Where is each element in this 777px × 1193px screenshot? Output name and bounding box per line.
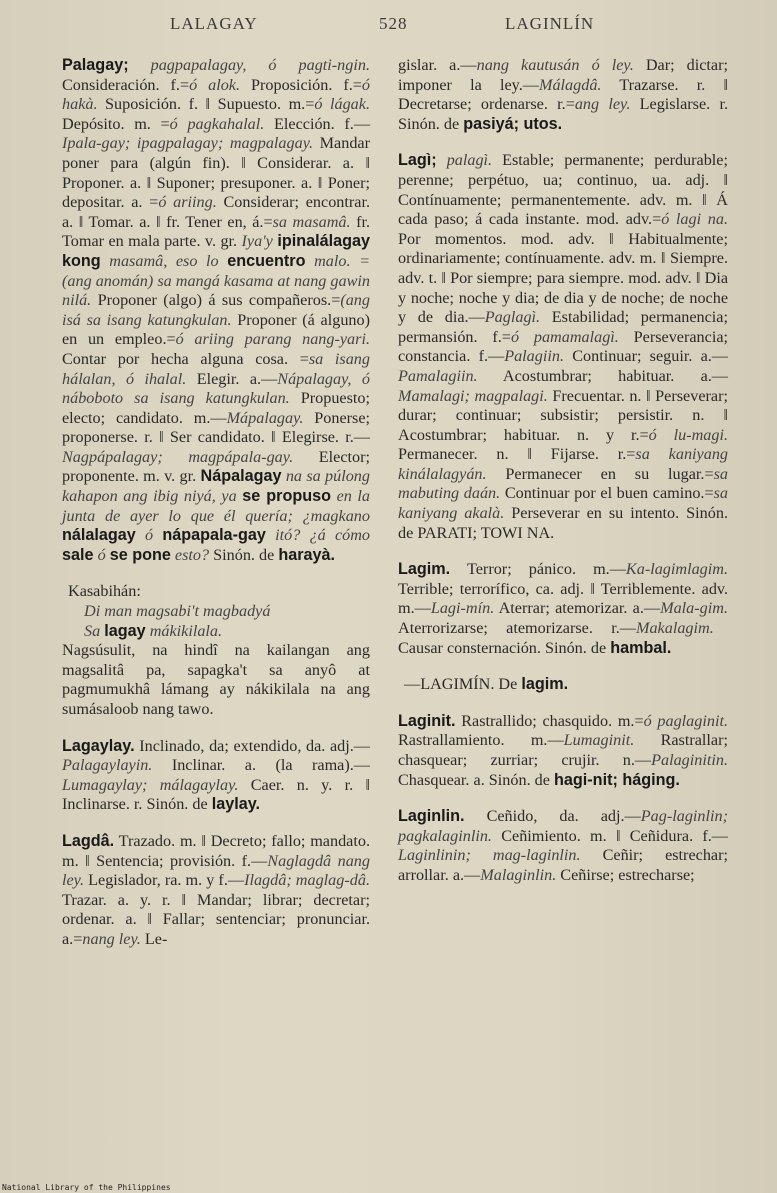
- definition: Ponerse; proponerse. r. ‖ Ser candidato. ‖ Elegirse. r.—: [62, 408, 371, 447]
- example: Pamalagiin.: [398, 366, 478, 385]
- example: ó alok.: [189, 75, 241, 94]
- verse-line-1: Di man magsabi't magbadyá: [84, 602, 271, 621]
- example: na sa púlong kahapon ang ibig niyá, ya: [62, 467, 370, 506]
- example: sa masamâ.: [272, 212, 351, 231]
- proverb-explanation: Nagsúsulit, na hindî na kailangan ang magsalitâ pa, sapagka't sa anyô at pagmumukhâ lámang ay nákikilala na ang sumásaloob nang tawo.: [62, 641, 370, 718]
- definition: fr. Tomar en mala parte. v. gr.: [62, 212, 371, 251]
- definition: Terror; pánico. m.—: [450, 560, 626, 579]
- proverb-block: [62, 582, 370, 719]
- definition: Le-: [140, 929, 168, 948]
- variant: palagì.: [446, 151, 493, 170]
- definition: Depósito. m. =: [62, 114, 170, 133]
- synonym: pasiyá; utos.: [463, 114, 563, 133]
- example: ó pagkahalal.: [169, 114, 265, 133]
- proverb-verse: [62, 602, 370, 641]
- definition: Continuar por el buen camino.=: [500, 484, 714, 503]
- example: ó paglaginit.: [643, 711, 728, 730]
- definition: Proposición. f.=: [240, 75, 362, 94]
- verse-text: mákikilala.: [145, 621, 223, 640]
- example: nang ley.: [82, 929, 141, 948]
- variant: pagpapalagay, ó pagti-ngin.: [150, 56, 370, 74]
- definition: Chasquear. a. Sinón. de: [398, 770, 555, 789]
- example: malo. =(ang anomán) sa mangá kasama at nang gawin nilá.: [62, 251, 371, 310]
- definition: Rastrallar; chasquear; zurriar; crujir. n.—: [398, 731, 728, 769]
- entry-laginit: [398, 712, 728, 790]
- headword: Lagaylay.: [62, 736, 135, 755]
- entry-lagim: [398, 560, 728, 658]
- example: esto?: [174, 545, 210, 564]
- example: masamâ, eso lo: [109, 251, 219, 270]
- definition: Aterrar; atemorizar. a.—: [494, 599, 661, 618]
- example: Nagpápalagay; magpápala-gay.: [62, 447, 294, 466]
- definition: Elegir. a.—: [186, 369, 278, 388]
- example: Iya'y: [241, 232, 273, 251]
- right-column: [398, 56, 728, 903]
- example: Pag-laginlin; pagkalaginlin.: [398, 807, 728, 845]
- example: Laginlinin; mag-laginlin.: [398, 846, 581, 865]
- verse-keyword: lagay: [104, 621, 146, 640]
- definition: Trazado. m. ‖ Decreto; fallo; mandato. m. ‖ Sentencia; provisión. f.—: [62, 831, 370, 870]
- definition: Frecuentar. n. ‖ Perseverar; durar; continuar; subsistir; persistir. n. ‖ Acostumbrar; habituar. n. y r.=: [398, 386, 728, 444]
- synonym: laylay.: [211, 795, 261, 814]
- header-left-guide-word: LALAGAY: [170, 14, 258, 33]
- example: Lumaginit.: [563, 731, 635, 750]
- definition: Proponer (algo) á sus compañeros.=: [91, 291, 341, 310]
- example: Mala-gim.: [660, 599, 728, 618]
- definition: Permanecer. n. ‖ Fijarse. r.=: [398, 445, 636, 464]
- example: ang ley.: [574, 95, 631, 114]
- definition: Perseverancia; constancia. f.—: [398, 327, 729, 366]
- definition: Rastrallido; chasquido. m.=: [455, 711, 644, 730]
- definition: Estabilidad; permanencia; permansión. f.=: [398, 308, 728, 346]
- example: Ka-lagimlagim.: [625, 560, 728, 579]
- definition: Caer. n. y. r. ‖ Inclinarse. r. Sinón. de: [62, 775, 370, 814]
- example: ó lágak.: [314, 95, 370, 114]
- entry-lagimin: [398, 675, 728, 695]
- headword: Laginit.: [398, 711, 456, 730]
- definition: Consideración. f.=: [62, 75, 190, 94]
- definition: Proponer (á alguno) en un empleo.=: [62, 310, 370, 349]
- definition: Aterrorizarse; atemorizarse. r.—: [398, 619, 636, 638]
- example: Makalagim.: [635, 619, 714, 638]
- example: Malaginlin.: [480, 865, 557, 884]
- running-header: [0, 10, 777, 40]
- definition: Ceñido, da. adj.—: [464, 807, 641, 826]
- example: ó: [145, 526, 154, 545]
- definition: Elección. f.—: [264, 114, 371, 133]
- definition: Dar; dictar; imponer la ley.—: [398, 56, 728, 94]
- synonym: harayà.: [278, 545, 336, 564]
- definition: Trazar. a. y. r. ‖ Mandar; librar; decretar; ordenar. a. ‖ Fallar; sentenciar; pronunciar. a.=: [62, 890, 370, 948]
- bold-phrase: sale: [62, 545, 94, 564]
- bold-phrase: se propuso: [242, 487, 332, 506]
- verse-line-2: [62, 622, 370, 642]
- sub-headword: —LAGIMÍN.: [404, 675, 495, 694]
- example: en la junta de ayer lo que él quería; ¿magkano: [62, 487, 371, 525]
- example: Palagiin.: [504, 347, 565, 366]
- cross-reference: lagim.: [521, 675, 569, 694]
- definition: Inclinado, da; extendido, da. adj.—: [134, 736, 370, 755]
- example: ó pamamalagì.: [510, 327, 619, 346]
- example: Málagdâ.: [538, 75, 602, 94]
- example: Mamalagi; magpalagi.: [398, 386, 548, 405]
- example: Mápalagay.: [226, 408, 304, 427]
- definition: De: [494, 675, 522, 694]
- example: nang kautusán ó ley.: [476, 56, 634, 74]
- entry-lagda-continued: [398, 56, 728, 134]
- example: Nápalagay, ó náboboto sa isang katungkulan.: [62, 369, 370, 408]
- left-column: [62, 56, 370, 967]
- example: Ipala-gay; ipagpalagay; magpalagay.: [62, 134, 314, 153]
- definition: Propuesto; electo; candidato. m.—: [62, 389, 370, 427]
- headword: Lagim.: [398, 560, 451, 579]
- bold-phrase: nápapala-gay: [162, 526, 266, 545]
- example: sa kaniyang akalà.: [398, 484, 728, 523]
- example: sa mabuting daán.: [398, 464, 728, 503]
- example: (ang isá sa isang katungkulan.: [62, 291, 370, 329]
- definition: Perseverar en su intento. Sinón. de: [398, 504, 728, 542]
- synonym: PARATI; TOWI NA.: [417, 523, 555, 542]
- example: ó lu-magi.: [648, 425, 729, 444]
- verse-text: Sa: [84, 621, 105, 640]
- definition: Trazarse. r. ‖ Decretarse; ordenarse. r.=: [398, 75, 729, 114]
- definition: Contar por hecha alguna cosa. =: [62, 349, 309, 368]
- definition: Acostumbrar; habituar. a.—: [477, 366, 728, 385]
- definition: Permanecer en su lugar.=: [486, 464, 714, 483]
- definition: Rastrallamiento. m.—: [398, 731, 564, 750]
- definition: Ceñir; estrechar; arrollar. a.—: [398, 846, 728, 884]
- bold-phrase: ipinalálagay kong: [62, 232, 370, 270]
- definition: Legislador, ra. m. y f.—: [84, 871, 245, 890]
- example: ó lagi na.: [661, 210, 728, 229]
- example: Naglagdâ nang ley.: [62, 851, 370, 890]
- example: itó? ¿á cómo: [275, 526, 371, 545]
- definition: Terrible; terrorífico, ca. adj. ‖ Terriblemente. adv. m.—: [398, 579, 728, 618]
- definition: Estable; permanente; perdurable; perenne; perpétuo, ua; continuo, ua. adj. ‖ Contínuamente; permanentemente. adv. m. ‖ Á cada paso; á cada instante. mod. adv.=: [398, 151, 728, 229]
- page-number: 528: [379, 14, 408, 33]
- headword: Lagì;: [398, 151, 437, 170]
- definition: Legislarse. r. Sinón. de: [398, 95, 728, 133]
- definition: Considerar; encontrar. a. ‖ Tomar. a. ‖ fr. Tener en, á.=: [62, 193, 371, 231]
- example: sa isang hálalan, ó ihalal.: [62, 349, 370, 388]
- definition: Causar consternación. Sinón. de: [398, 638, 611, 657]
- definition: Mandar poner para (algún fin). ‖ Considerar. a. ‖ Proponer. a. ‖ Suponer; presuponer. a. ‖ Poner; depositar. a. =: [62, 134, 370, 212]
- example: Palagaylayin.: [62, 756, 153, 775]
- entry-lagda: [62, 832, 370, 950]
- definition: Inclinar. a. (la rama).—: [152, 756, 370, 775]
- bold-phrase: se pone: [109, 545, 171, 564]
- example: sa kaniyang kinálalagyán.: [398, 445, 729, 483]
- definition: Ceñimiento. m. ‖ Ceñidura. f.—: [491, 826, 728, 845]
- example: Lumagaylay; málagaylay.: [62, 775, 239, 794]
- synonym: hagi-nit; háging.: [554, 770, 680, 789]
- entry-lagi: [398, 151, 728, 543]
- entry-lagaylay: [62, 737, 370, 815]
- example: Lagi-mín.: [430, 599, 495, 618]
- example: Paglagì.: [484, 308, 541, 327]
- example: Palaginitin.: [651, 751, 728, 769]
- bold-phrase: encuentro: [227, 251, 306, 270]
- definition: Continuar; seguir. a.—: [564, 347, 728, 366]
- definition: Suposición. f. ‖ Supuesto. m.=: [97, 95, 315, 114]
- synonym: hambal.: [610, 638, 672, 657]
- definition: Por momentos. mod. adv. ‖ Habitualmente; ordinariamente; contínuamente. adv. m. ‖ Siempre. adv. t. ‖ Por siempre; para siempre. mod. adv. ‖ Dia y noche; noche y dia; de dia y de noche; de noche y de dia.—: [398, 229, 728, 327]
- definition: gislar. a.—: [398, 56, 477, 74]
- bold-phrase: nálalagay: [62, 526, 136, 545]
- example: Ilagdâ; maglag-dâ.: [244, 871, 370, 890]
- entry-palagay: [62, 56, 370, 565]
- bold-phrase: Nápalagay: [200, 467, 282, 486]
- definition: Elector; proponente. m. v. gr.: [62, 447, 370, 486]
- headword: Palagay;: [62, 56, 129, 74]
- definition: Sinón. de: [209, 545, 279, 564]
- example: ó ariing.: [158, 193, 217, 212]
- entry-laginlin: [398, 807, 728, 885]
- example: ó: [97, 545, 106, 564]
- proverb-label: Kasabihán:: [68, 582, 141, 601]
- headword: Laginlin.: [398, 807, 465, 826]
- header-right-guide-word: LAGINLÍN: [505, 14, 595, 33]
- definition: Ceñirse; estrecharse;: [556, 865, 695, 884]
- headword: Lagdâ.: [62, 831, 115, 850]
- library-credit: National Library of the Philippines: [2, 1183, 171, 1192]
- example: ó ariing parang nang-yari.: [175, 330, 370, 349]
- example: ó hakà.: [62, 75, 370, 114]
